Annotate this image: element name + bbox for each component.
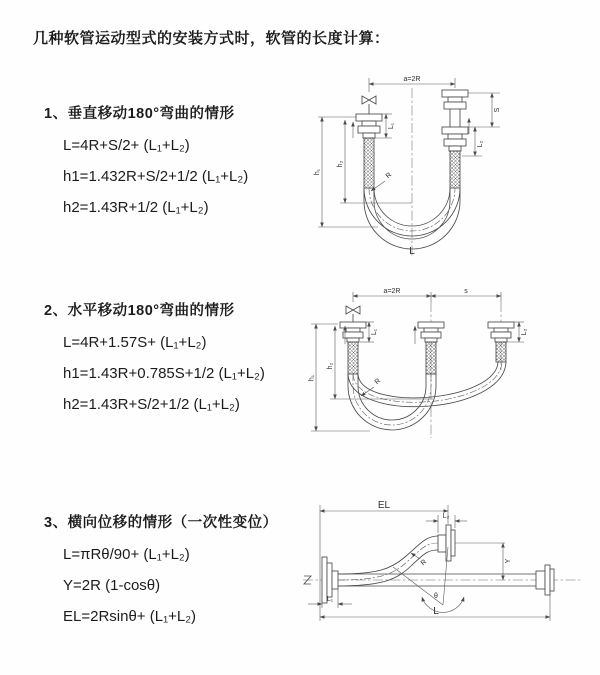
radius-label: R — [419, 558, 429, 568]
el-label: EL — [377, 500, 391, 511]
s-label: S — [494, 107, 501, 113]
span-dimension — [353, 288, 501, 302]
page-title: 几种软管运动型式的安装方式时，软管的长度计算： — [33, 30, 390, 47]
shift-label: s — [464, 288, 468, 295]
valve-icon — [362, 96, 376, 114]
formula-length: L=4R+S/2+ (L₁+L₂) — [63, 137, 190, 154]
diagram-horizontal-180-bend — [308, 286, 566, 460]
span-label: a=2R — [383, 288, 401, 295]
section-3-heading: 3、横向位移的情形（一次性变位） — [44, 515, 278, 531]
l2-label: L₂ — [521, 328, 528, 336]
el-dimension — [320, 500, 448, 621]
upper-flange-displaced — [438, 525, 455, 561]
length-label: L — [433, 606, 439, 617]
theta-label: θ — [434, 593, 438, 600]
formula-length: L=πRθ/90+ (L₁+L₂) — [63, 546, 190, 563]
diagram-lateral-displacement — [298, 497, 590, 639]
formula-h2: h2=1.43R+1/2 (L₁+L₂) — [63, 199, 209, 216]
l1-label: L₁ — [326, 596, 334, 603]
section-2-heading: 2、水平移动180°弯曲的情形 — [44, 303, 235, 319]
h2-label: h₂ — [327, 362, 334, 370]
span-label: a=2R — [403, 76, 421, 83]
left-flange-assembly — [356, 114, 382, 188]
middle-flange-assembly — [418, 322, 444, 374]
diagram-vertical-180-bend — [312, 70, 560, 266]
length-label: L — [409, 246, 415, 257]
h1-dimension — [309, 324, 371, 431]
formula-length: L=4R+1.57S+ (L₁+L₂) — [63, 334, 207, 351]
angle-callout — [393, 547, 464, 612]
h1-label: h₁ — [308, 374, 316, 382]
formula-h2: h2=1.43R+S/2+1/2 (L₁+L₂) — [63, 396, 240, 413]
hose-braid — [348, 342, 358, 374]
l2-label: L₂ — [442, 513, 450, 520]
section-1-heading: 1、垂直移动180°弯曲的情形 — [44, 106, 235, 122]
radius-label: R — [384, 171, 394, 181]
section-2 — [44, 299, 265, 420]
valve-icon — [346, 306, 360, 322]
s-dimension — [468, 93, 501, 127]
radius-label: R — [373, 377, 383, 387]
l2-label: L₂ — [477, 140, 484, 148]
formula-el: EL=2Rsinθ+ (L₁+L₂) — [63, 608, 197, 625]
hose-braid — [364, 138, 374, 188]
radius-callout — [411, 553, 428, 567]
l1-label: L₁ — [371, 328, 378, 336]
right-flange-assembly — [442, 90, 468, 188]
section-1 — [44, 102, 248, 223]
h1-label: h₁ — [314, 168, 321, 176]
hose-braid — [450, 151, 460, 188]
y-label: Y — [505, 558, 512, 564]
y-dimension — [503, 543, 512, 580]
l1-label: L₁ — [388, 122, 395, 130]
formula-y: Y=2R (1-cosθ) — [63, 577, 161, 594]
hose-braid — [426, 342, 436, 374]
h2-label: h₂ — [337, 160, 344, 168]
left-flange-assembly — [340, 322, 366, 374]
hose-braid — [496, 342, 506, 362]
right-flange-original — [536, 565, 554, 595]
formula-h1: h1=1.432R+S/2+1/2 (L₁+L₂) — [63, 168, 249, 185]
section-3 — [44, 511, 278, 632]
formula-h1: h1=1.43R+0.785S+1/2 (L₁+L₂) — [63, 365, 265, 382]
